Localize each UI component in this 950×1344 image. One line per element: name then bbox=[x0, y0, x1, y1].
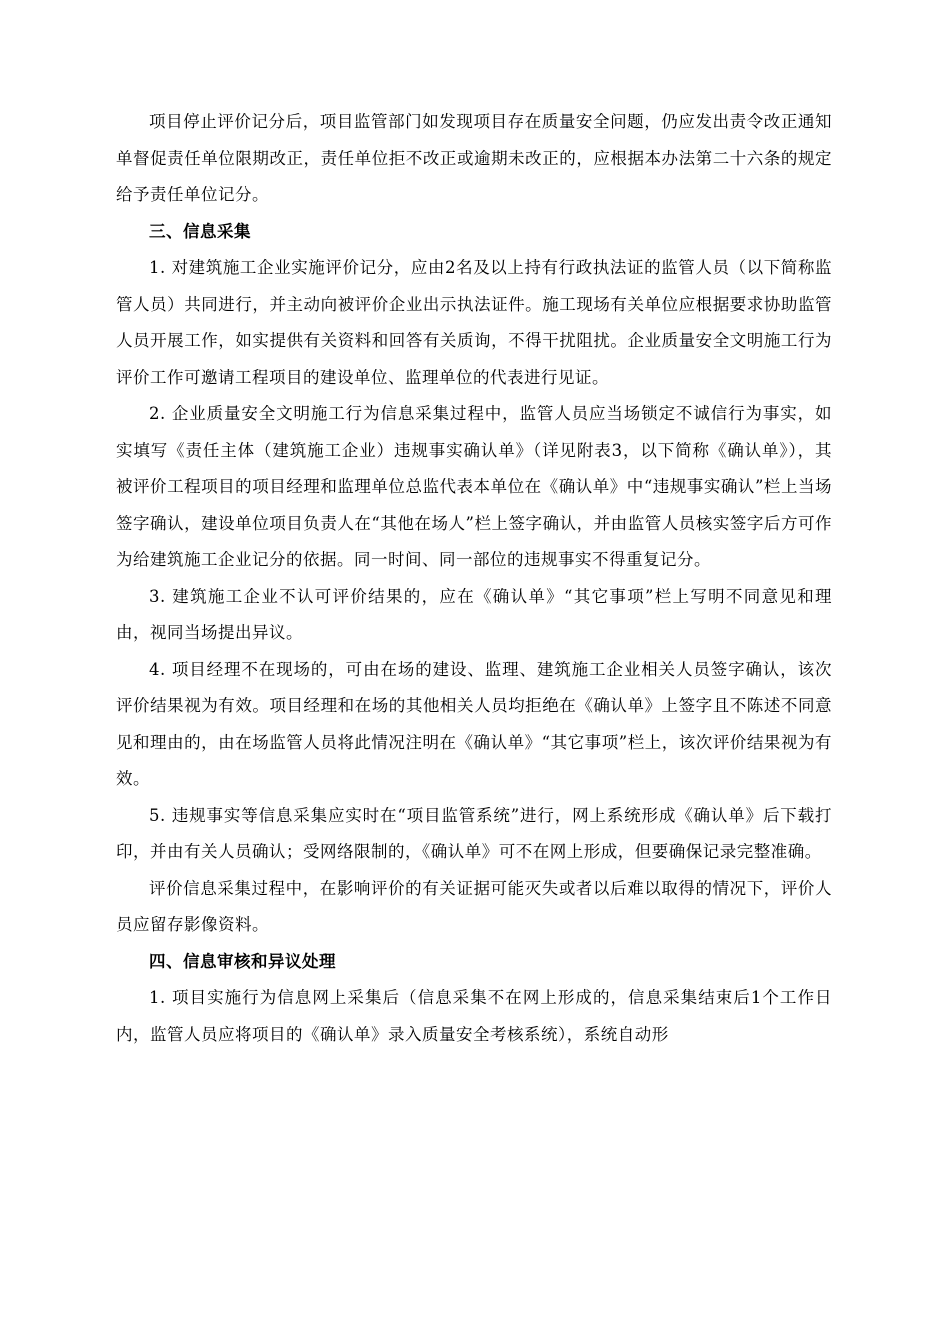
section-heading-info-collection: 三、信息采集 bbox=[149, 221, 251, 241]
section-heading-review-objection: 四、信息审核和异议处理 bbox=[149, 951, 336, 971]
paragraph-item-5: 5. 违规事实等信息采集应实时在“项目监管系统”进行，网上系统形成《确认单》后下载打印，并由有关人员确认；受网络限制的，《确认单》可不在网上形成，但要确保记录完整准确。 bbox=[116, 805, 832, 861]
paragraph-item-1: 1. 对建筑施工企业实施评价记分，应由2名及以上持有行政执法证的监管人员（以下简称监管人员）共同进行，并主动向被评价企业出示执法证件。施工现场有关单位应根据要求协助监管人员开展工作，如实提供有关资料和回答有关质询，不得干扰阻扰。企业质量安全文明施工行为评价工作可邀请工程项目的建设单位、监理单位的代表进行见证。 bbox=[116, 258, 832, 387]
paragraph-item-3: 3. 建筑施工企业不认可评价结果的，应在《确认单》“其它事项”栏上写明不同意见和理由，视同当场提出异议。 bbox=[116, 586, 832, 642]
document-body bbox=[116, 104, 832, 1053]
paragraph-stop-scoring: 项目停止评价记分后，项目监管部门如发现项目存在质量安全问题，仍应发出责令改正通知单督促责任单位限期改正，责任单位拒不改正或逾期未改正的，应根据本办法第二十六条的规定给予责任单位记分。 bbox=[116, 112, 832, 204]
paragraph-item-2: 2. 企业质量安全文明施工行为信息采集过程中，监管人员应当场锁定不诚信行为事实，如实填写《责任主体（建筑施工企业）违规事实确认单》（详见附表3，以下简称《确认单》），其被评价工程项目的项目经理和监理单位总监代表本单位在《确认单》中“违规事实确认”栏上当场签字确认，建设单位项目负责人在“其他在场人”栏上签字确认，并由监管人员核实签字后方可作为给建筑施工企业记分的依据。同一时间、同一部位的违规事实不得重复记分。 bbox=[116, 404, 832, 569]
paragraph-review-item-1: 1. 项目实施行为信息网上采集后（信息采集不在网上形成的，信息采集结束后1个工作日内，监管人员应将项目的《确认单》录入质量安全考核系统），系统自动形 bbox=[116, 988, 832, 1044]
paragraph-item-4: 4. 项目经理不在现场的，可由在场的建设、监理、建筑施工企业相关人员签字确认，该次评价结果视为有效。项目经理和在场的其他相关人员均拒绝在《确认单》上签字且不陈述不同意见和理由的，由在场监管人员将此情况注明在《确认单》“其它事项”栏上，该次评价结果视为有效。 bbox=[116, 659, 832, 788]
paragraph-evidence: 评价信息采集过程中，在影响评价的有关证据可能灭失或者以后难以取得的情况下，评价人员应留存影像资料。 bbox=[116, 878, 832, 934]
